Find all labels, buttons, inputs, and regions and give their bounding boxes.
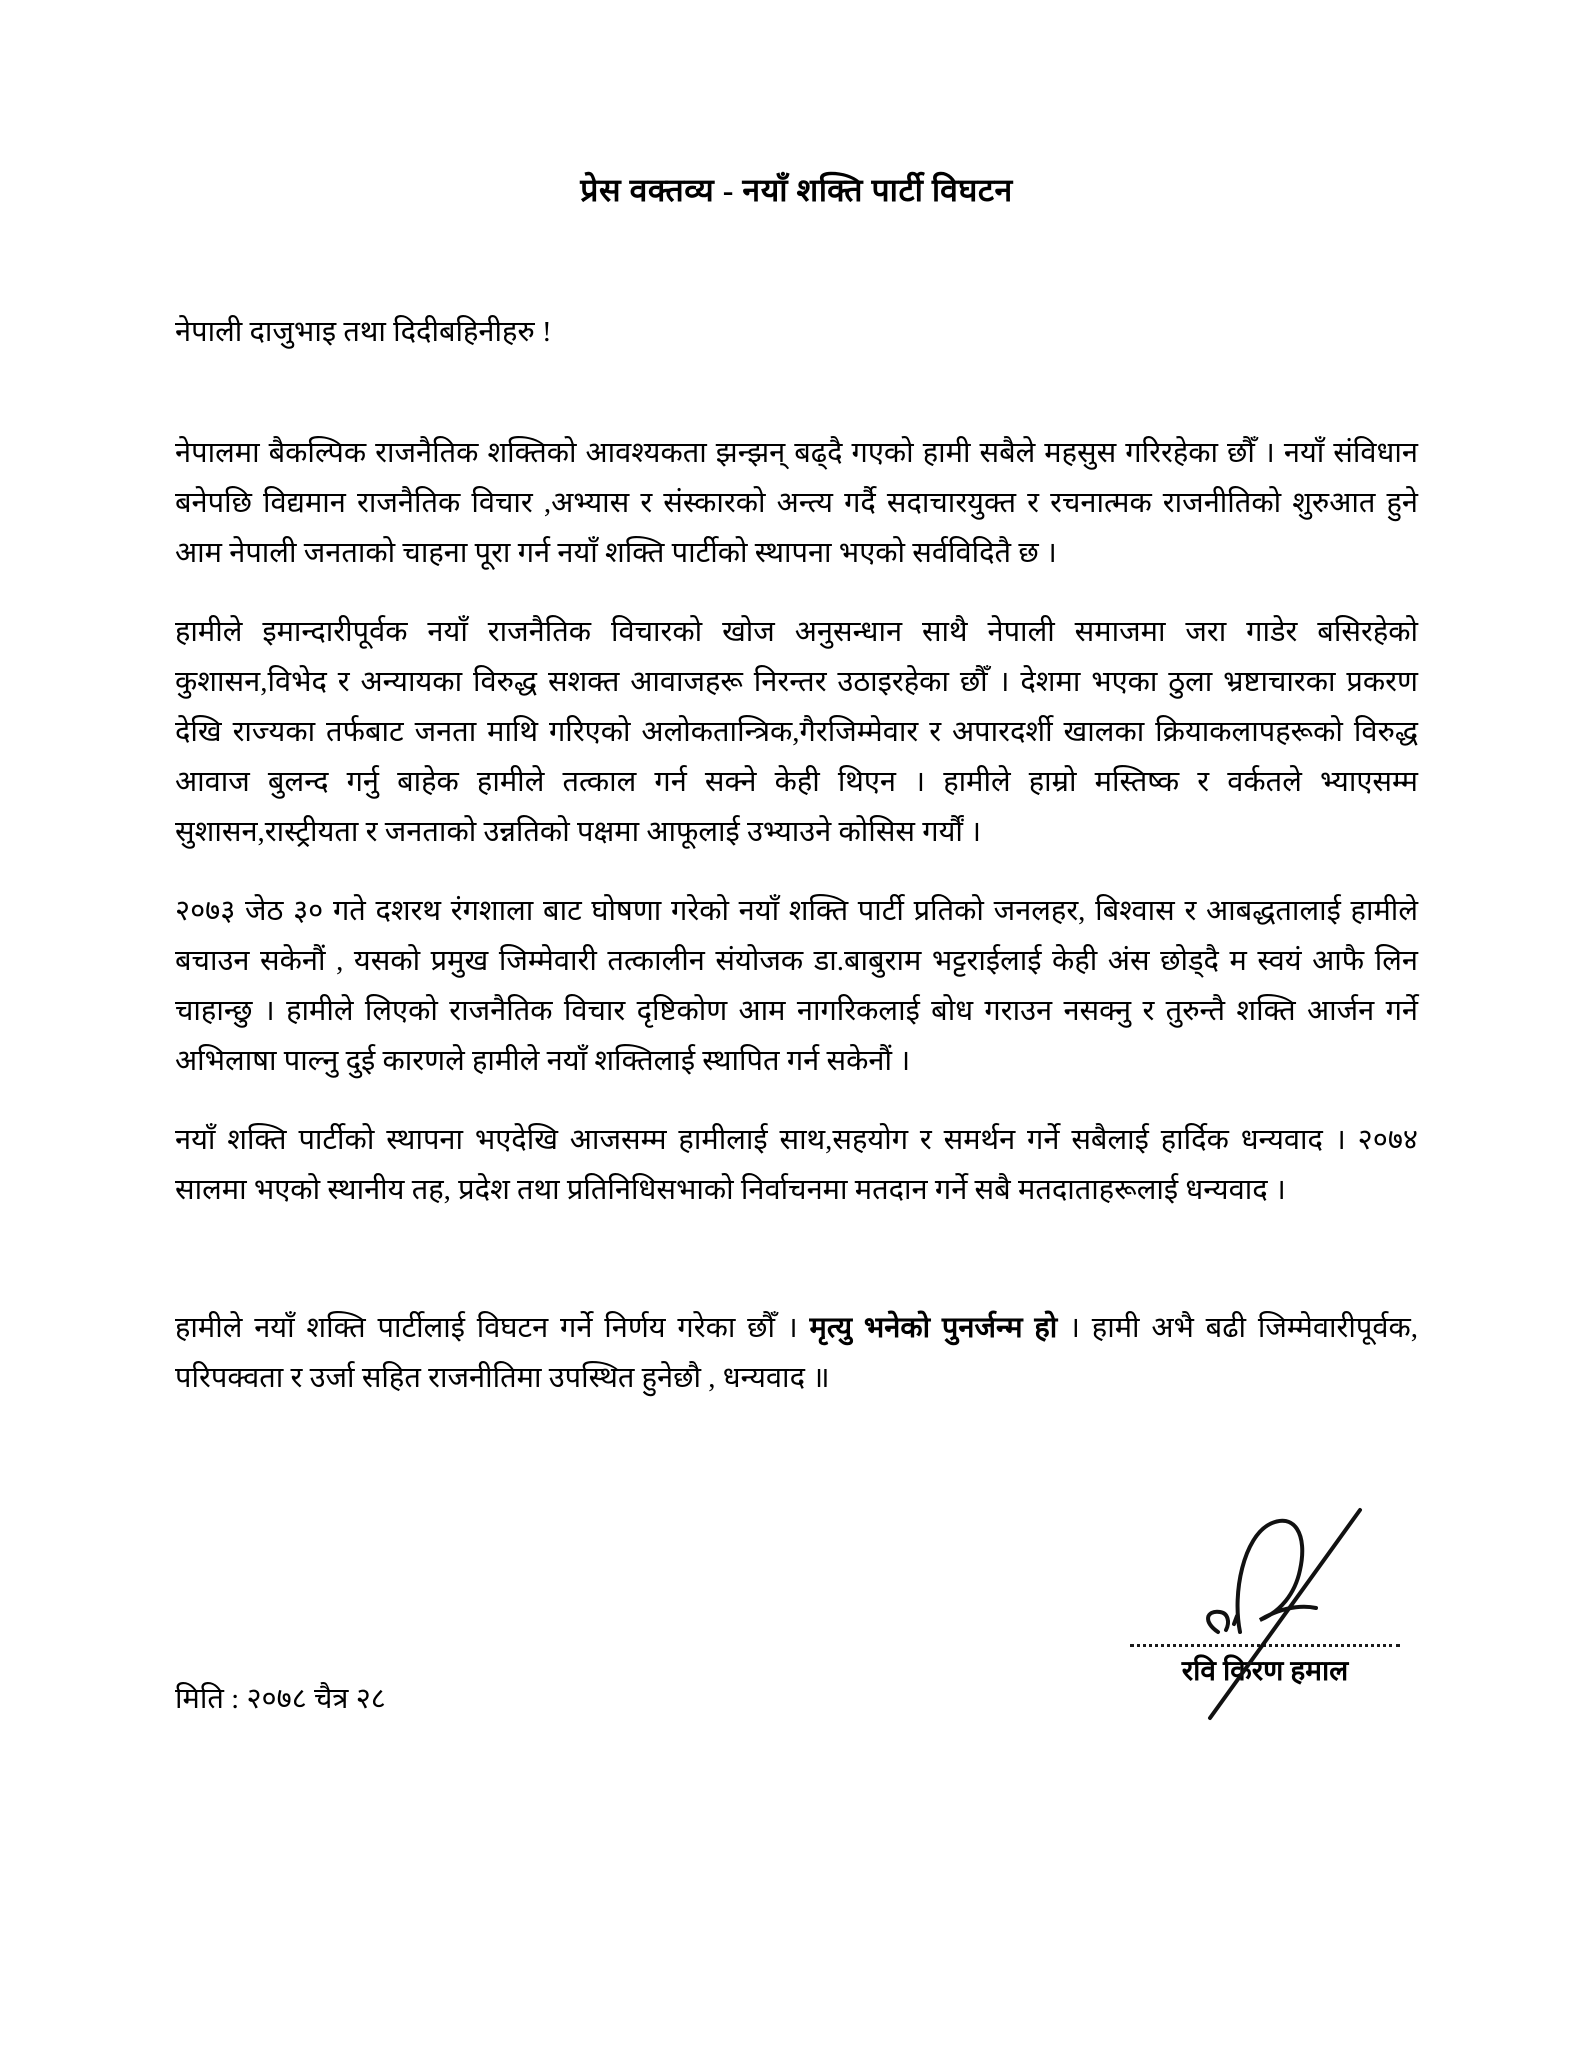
date-line: मिति : २०७८ चैत्र २८: [175, 1683, 386, 1715]
paragraph-2: हामीले इमान्दारीपूर्वक नयाँ राजनैतिक विचारको खोज अनुसन्धान साथै नेपाली समाजमा जरा गाडेर बसिरहेको कुशासन,विभेद र अन्यायका विरुद्ध सशक्त आवाजहरू निरन्तर उठाइरहेका छौँ । देशमा भएका ठुला भ्रष्टाचारका प्रकरण देखि राज्यका तर्फबाट जनता माथि गरिएको अलोकतान्त्रिक,गैरजिम्मेवार र अपारदर्शी खालका क्रियाकलापहरूको विरुद्ध आवाज बुलन्द गर्नु बाहेक हामीले तत्काल गर्न सक्ने केही थिएन । हामीले हाम्रो मस्तिष्क र वर्कतले भ्याएसम्म सुशासन,रास्ट्रीयता र जनताको उन्नतिको पक्षमा आफूलाई उभ्याउने कोसिस गर्यौं ।: [175, 616, 1418, 848]
page-title: प्रेस वक्तव्य - नयाँ शक्ति पार्टी विघटन: [580, 172, 1013, 208]
paragraph-4: नयाँ शक्ति पार्टीको स्थापना भएदेखि आजसम्म हामीलाई साथ,सहयोग र समर्थन गर्ने सबैलाई हार्दिक धन्यवाद । २०७४ सालमा भएको स्थानीय तह, प्रदेश तथा प्रतिनिधिसभाको निर्वाचनमा मतदान गर्ने सबै मतदाताहरूलाई धन्यवाद ।: [175, 1124, 1418, 1206]
signature-block: [1130, 1540, 1400, 1689]
signatory-name: रवि किरण हमाल: [1181, 1656, 1349, 1687]
salutation-line: नेपाली दाजुभाइ तथा दिदीबहिनीहरु !: [175, 316, 552, 348]
signature-dotted-line: [1130, 1644, 1400, 1647]
document-body: [175, 0, 1418, 1432]
final-paragraph-bold-phrase: मृत्यु भनेको पुनर्जन्म हो: [809, 1312, 1058, 1344]
final-paragraph-text-end: । हामी अभै बढी जिम्मेवारीपूर्वक, परिपक्वता र उर्जा सहित राजनीतिमा उपस्थित हुनेछौ , धन्यवाद ॥: [175, 1312, 1418, 1394]
document-footer: [175, 1540, 1418, 1760]
paragraph-3: २०७३ जेठ ३० गते दशरथ रंगशाला बाट घोषणा गरेको नयाँ शक्ति पार्टी प्रतिको जनलहर, बिश्वास र आबद्धतालाई हामीले बचाउन सकेनौं , यसको प्रमुख जिम्मेवारी तत्कालीन संयोजक डा.बाबुराम भट्टराईलाई केही अंस छोड्दै म स्वयं आफै लिन चाहान्छु । हामीले लिएको राजनैतिक विचार दृष्टिकोण आम नागरिकलाई बोध गराउन नसक्नु र तुरुन्तै शक्ति आर्जन गर्ने अभिलाषा पाल्नु दुई कारणले हामीले नयाँ शक्तिलाई स्थापित गर्न सकेनौं ।: [175, 895, 1418, 1077]
final-paragraph-text-start: हामीले नयाँ शक्ति पार्टीलाई विघटन गर्ने निर्णय गरेका छौँ ।: [175, 1312, 810, 1344]
paragraph-1: नेपालमा बैकल्पिक राजनैतिक शक्तिको आवश्यकता झन्झन् बढ्दै गएको हामी सबैले महसुस गरिरहेका छौँ । नयाँ संविधान बनेपछि विद्यमान राजनैतिक विचार ,अभ्यास र संस्कारको अन्त्य गर्दै सदाचारयुक्त र रचनात्मक राजनीतिको शुरुआत हुने आम नेपाली जनताको चाहना पूरा गर्न नयाँ शक्ति पार्टीको स्थापना भएको सर्वविदितै छ ।: [175, 437, 1418, 569]
paragraph-5: [175, 1303, 1418, 1403]
